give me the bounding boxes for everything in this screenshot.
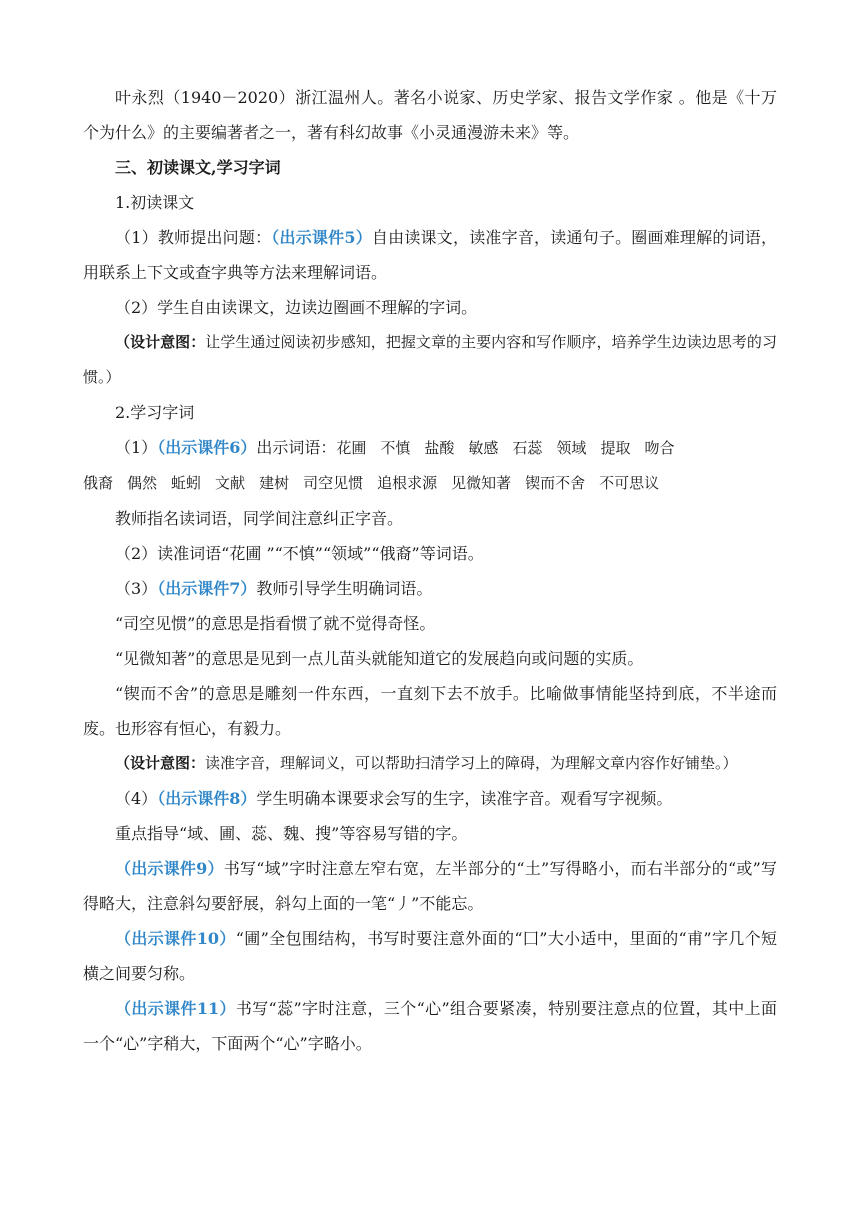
writing-guide-2 <box>83 921 777 991</box>
step-label: （1） <box>115 438 158 457</box>
vocab-word: 不可思议 <box>599 474 660 492</box>
courseware-tag: （出示课件5） <box>271 228 372 247</box>
step-text: 出示词语： <box>256 438 337 457</box>
design-intent-label: （设计意图： <box>115 754 206 772</box>
vocab-word: 领域 <box>556 439 587 457</box>
guide-text: 书写“蕊”字时注意，三个“心”组合要紧凑，特别要注意点的位置，其中上面一个“心”字稍大，下面两个“心”字略小。 <box>83 999 777 1053</box>
vocab-word: 司空见惯 <box>303 474 364 492</box>
design-intent-text: 让学生通过阅读初步感知，把握文章的主要内容和写作顺序，培养学生边读边思考的习惯。） <box>83 333 777 386</box>
step-label: （4） <box>115 789 158 808</box>
definition-1: “司空见惯”的意思是指看惯了就不觉得奇怪。 <box>115 614 436 633</box>
vocab-list-2 <box>83 466 777 501</box>
writing-guide-3 <box>83 991 777 1061</box>
courseware-tag: （出示课件9） <box>115 859 224 878</box>
vocab-list-1 <box>336 439 674 457</box>
subheading-first-reading: 1.初读课文 <box>115 193 195 212</box>
design-intent-1 <box>83 325 777 395</box>
courseware-tag: （出示课件10） <box>115 929 236 948</box>
vocab-word: 偶然 <box>127 474 158 492</box>
vocab-word: 吻合 <box>644 439 675 457</box>
vocab-step-1 <box>83 430 777 466</box>
definition-3: “锲而不舍”的意思是雕刻一件东西，一直刻下去不放手。比喻做事情能坚持到底，不半途而废。也形容有恒心，有毅力。 <box>83 684 777 738</box>
vocab-word: 不慎 <box>380 439 411 457</box>
vocab-step-4 <box>83 781 777 816</box>
vocab-word: 建树 <box>259 474 290 492</box>
subheading-vocabulary: 2.学习字词 <box>115 403 195 422</box>
section-heading: 三、初读课文,学习字词 <box>115 158 281 177</box>
vocab-word: 见微知著 <box>451 474 512 492</box>
vocab-step-2: （2）读准词语“花圃 ”“不慎”“领域”“俄裔”等词语。 <box>115 544 484 563</box>
vocab-word: 锲而不舍 <box>525 474 586 492</box>
courseware-tag: （出示课件8） <box>157 789 257 808</box>
vocab-step-3 <box>83 571 777 606</box>
courseware-tag: （出示课件11） <box>115 999 236 1018</box>
design-intent-label: （设计意图： <box>115 333 206 351</box>
guide-text: “圃”全包围结构，书写时要注意外面的“囗”大小适中，里面的“甫”字几个短横之间要匀称。 <box>83 929 777 983</box>
vocab-word: 提取 <box>600 439 631 457</box>
guide-text: 书写“域”字时注意左窄右宽，左半部分的“土”写得略小，而右半部分的“或”写得略大，注意斜勾要舒展，斜勾上面的一笔“丿”不能忘。 <box>83 859 777 913</box>
reading-step-2: （2）学生自由读课文，边读边圈画不理解的字词。 <box>115 298 478 317</box>
step-text: 教师引导学生明确词语。 <box>256 579 433 598</box>
courseware-tag: （出示课件7） <box>157 579 257 598</box>
step-text: 自由读课文，读准字音，读通句子。圈画难理解的词语，用联系上下文或查字典等方法来理解词语。 <box>83 228 777 282</box>
courseware-tag: （出示课件6） <box>157 438 257 457</box>
definition-2: “见微知著”的意思是见到一点儿苗头就能知道它的发展趋向或问题的实质。 <box>115 649 644 668</box>
vocab-step-1-followup: 教师指名读词语，同学间注意纠正字音。 <box>115 509 404 528</box>
vocab-word: 蚯蚓 <box>171 474 202 492</box>
writing-focus: 重点指导“域、圃、蕊、魏、搜”等容易写错的字。 <box>115 824 468 843</box>
vocab-word: 文献 <box>215 474 246 492</box>
vocab-word: 俄裔 <box>83 474 114 492</box>
vocab-word: 花圃 <box>336 439 367 457</box>
vocab-word: 敏感 <box>468 439 499 457</box>
step-label: （3） <box>115 579 158 598</box>
vocab-word: 盐酸 <box>424 439 455 457</box>
vocab-word: 石蕊 <box>512 439 543 457</box>
vocab-word: 追根求源 <box>377 474 438 492</box>
intro-paragraph: 叶永烈（1940－2020）浙江温州人。著名小说家、历史学家、报告文学作家 。他是《十万个为什么》的主要编著者之一，著有科幻故事《小灵通漫游未来》等。 <box>83 88 777 142</box>
design-intent-2 <box>83 746 777 781</box>
reading-step-1 <box>83 220 777 290</box>
document-page <box>83 80 777 1061</box>
step-text: 学生明确本课要求会写的生字，读准字音。观看写字视频。 <box>256 789 673 808</box>
step-label: （1）教师提出问题： <box>115 228 272 247</box>
design-intent-text: 读准字音，理解词义，可以帮助扫清学习上的障碍，为理解文章内容作好铺垫。） <box>205 754 738 772</box>
writing-guide-1 <box>83 851 777 921</box>
